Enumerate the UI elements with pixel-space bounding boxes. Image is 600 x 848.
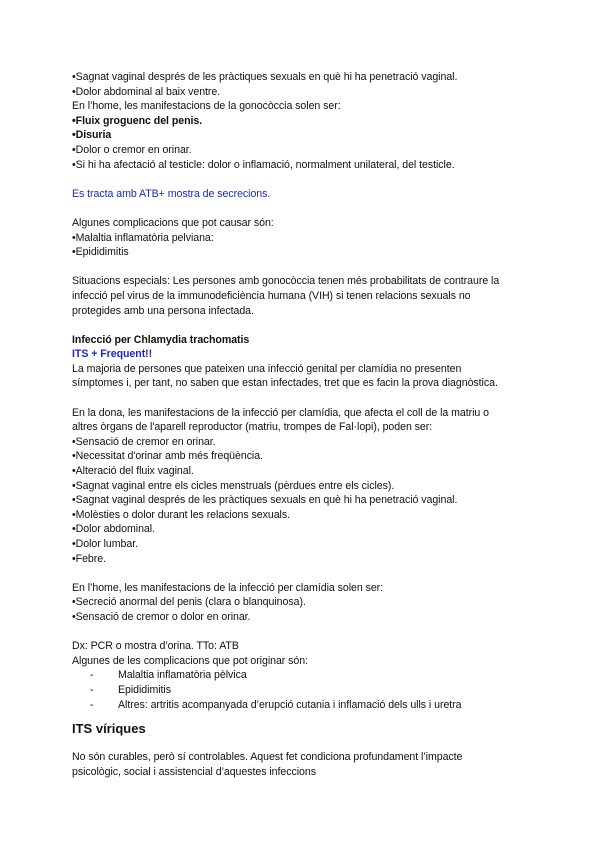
dash-text: Malaltia inflamatòria pèlvica bbox=[118, 669, 247, 682]
list-item: •Sagnat vaginal després de les pràctiques sexuals en què hi ha penetració vaginal. bbox=[72, 494, 458, 507]
dash-text: Altres: artritis acompanyada d’erupció cutania i inflamació dels ulls i uretra bbox=[118, 698, 462, 711]
text-line: No són curables, però sí controlables. Aquest fet condiciona profundament l’impacte bbox=[72, 751, 463, 764]
dash-text: Epididimitis bbox=[118, 683, 171, 696]
text-line: psicològic, social i assistencial d’aquestes infeccions bbox=[72, 765, 316, 778]
text-line: protegides amb una persona infectada. bbox=[72, 304, 254, 317]
section-title: Infecció per Chlamydia trachomatis bbox=[72, 333, 250, 346]
list-item: •Molèsties o dolor durant les relacions sexuals. bbox=[72, 508, 291, 521]
dash-marker: - bbox=[90, 698, 94, 711]
list-item: •Sensació de cremor en orinar. bbox=[72, 435, 216, 448]
dash-marker: - bbox=[90, 669, 94, 682]
text-line: Situacions especials: Les persones amb gonocòccia tenen més probabilitats de contraure la bbox=[72, 275, 500, 288]
list-item: •Dolor lumbar. bbox=[72, 538, 139, 550]
list-item: •Secreció anormal del penis (clara o blanquinosa). bbox=[72, 596, 306, 609]
bold-line: •Fluix groguenc del penis. bbox=[72, 114, 203, 127]
text-line: altres òrgans de l'aparell reproductor (matriu, trompes de Fal·lopi), poden ser: bbox=[72, 421, 433, 434]
text-line: símptomes i, per tant, no saben que estan infectades, tret que es facin la prova diagnòstica. bbox=[72, 377, 498, 390]
text-line: •Sagnat vaginal després de les pràctiques sexuals en què hi ha penetració vaginal. bbox=[72, 71, 458, 83]
dash-marker: - bbox=[90, 683, 94, 696]
dx-line: Dx: PCR o mostra d’orina. TTo: ATB bbox=[72, 640, 239, 653]
list-item: •Necessitat d'orinar amb més freqüència. bbox=[72, 450, 263, 463]
list-item: •Dolor abdominal. bbox=[72, 523, 155, 536]
list-item: •Alteració del fluix vaginal. bbox=[72, 465, 194, 478]
list-item: •Epididimitis bbox=[72, 246, 129, 259]
text-line: En l’home, les manifestacions de la infecció per clamídia solen ser: bbox=[72, 581, 384, 594]
text-line: En la dona, les manifestacions de la infecció per clamídia, que afecta el coll de la matriu o bbox=[72, 406, 489, 419]
text-line: En l’home, les manifestacions de la gonocòccia solen ser: bbox=[72, 100, 341, 113]
dash-item bbox=[72, 668, 532, 683]
complications-intro: Algunes complicacions que pot causar són: bbox=[72, 216, 274, 229]
text-line: La majoria de persones que pateixen una infecció genital per clamídia no presenten bbox=[72, 362, 462, 375]
text-line: •Dolor o cremor en orinar. bbox=[72, 143, 192, 156]
section-tag: ITS + Frequent!! bbox=[72, 348, 153, 361]
treatment-note: Es tracta amb ATB+ mostra de secrecions. bbox=[72, 187, 271, 200]
text-line: •Dolor abdominal al baix ventre. bbox=[72, 85, 221, 98]
text-line: •Si hi ha afectació al testicle: dolor o inflamació, normalment unilateral, del testicle. bbox=[72, 158, 455, 171]
list-item: •Sagnat vaginal entre els cicles menstruals (pèrdues entre els cicles). bbox=[72, 479, 395, 492]
section-heading: ITS víriques bbox=[72, 721, 146, 737]
complications-intro: Algunes de les complicacions que pot originar són: bbox=[72, 654, 308, 667]
list-item: •Sensació de cremor o dolor en orinar. bbox=[72, 610, 251, 623]
dash-item bbox=[72, 698, 532, 713]
list-item: •Malaltia inflamatòria pelviana: bbox=[72, 231, 214, 244]
document-page bbox=[72, 70, 532, 779]
list-item: •Febre. bbox=[72, 552, 106, 565]
dash-item bbox=[72, 683, 532, 698]
bold-line: •Disuria bbox=[72, 129, 112, 142]
text-line: infecció pel virus de la immunodeficiència humana (VIH) si tenen relacions sexuals no bbox=[72, 289, 471, 302]
